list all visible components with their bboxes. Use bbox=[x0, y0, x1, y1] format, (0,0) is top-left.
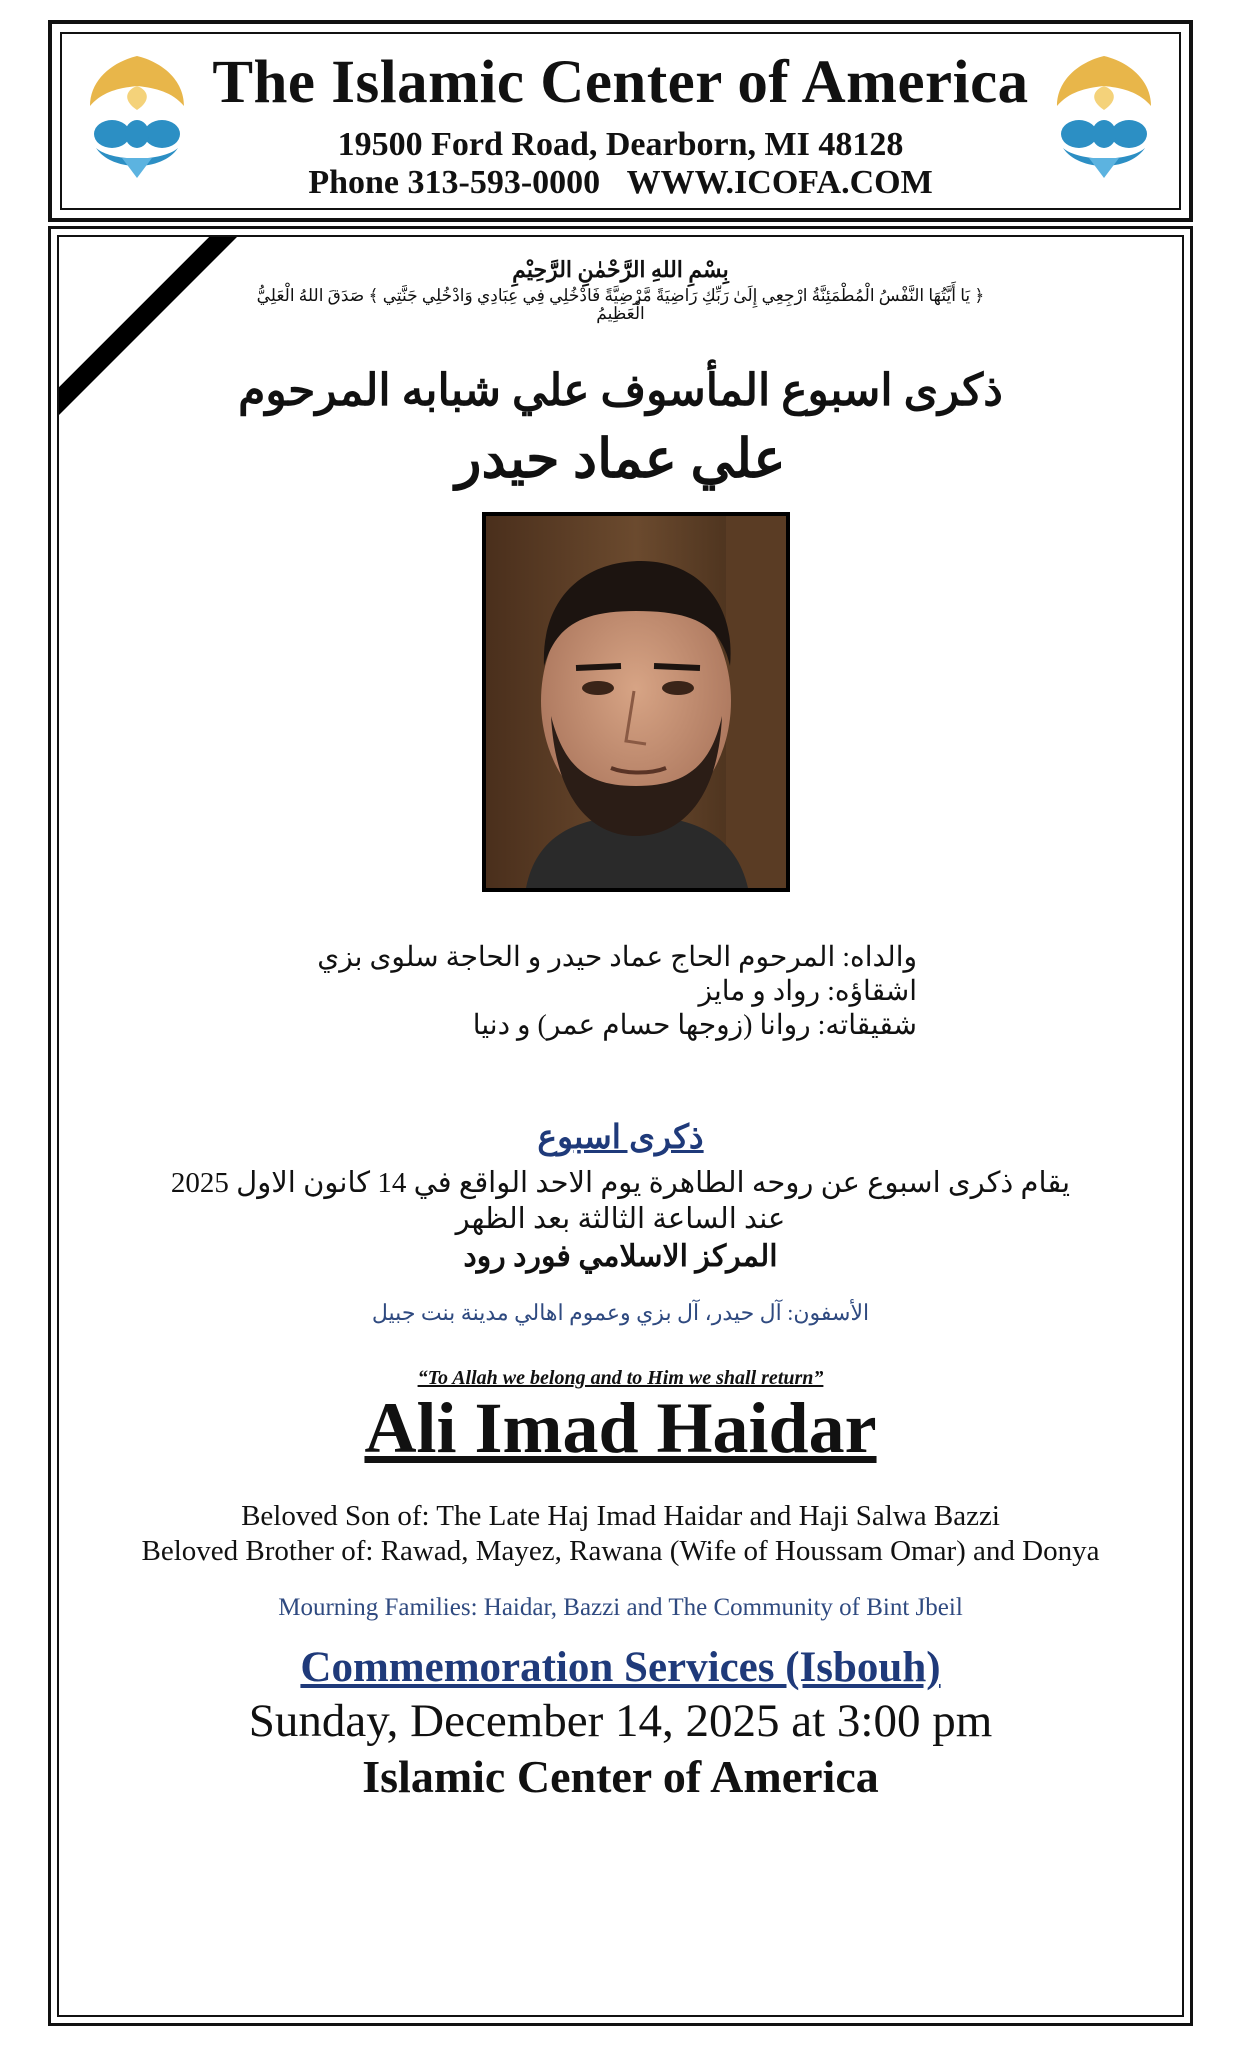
arabic-parents: والداه: المرحوم الحاج عماد حيدر و الحاجة سلوى بزي bbox=[317, 942, 917, 973]
arabic-sisters: شقيقاته: روانا (زوجها حسام عمر) و دنيا bbox=[472, 1010, 917, 1041]
arabic-service-place: المركز الاسلامي فورد رود bbox=[463, 1240, 778, 1273]
arabic-brothers: اشقاؤه: رواد و مايز bbox=[698, 976, 917, 1007]
arabic-title: ذكرى اسبوع المأسوف علي شبابه المرحوم bbox=[238, 366, 1003, 415]
center-phone: Phone 313-593-0000 bbox=[308, 164, 601, 201]
arabic-service-line1: يقام ذكرى اسبوع عن روحه الطاهرة يوم الاحد الواقع في 14 كانون الاول 2025 bbox=[170, 1167, 1071, 1199]
english-quote: “To Allah we belong and to Him we shall return” bbox=[417, 1367, 824, 1389]
arabic-mourners: الأسفون: آل حيدر، آل بزي وعموم اهالي مدينة بنت جبيل bbox=[371, 1300, 870, 1325]
english-name: Ali Imad Haidar bbox=[364, 1388, 877, 1468]
arabic-service-title: ذكرى اسبوع bbox=[537, 1120, 704, 1156]
center-address: 19500 Ford Road, Dearborn, MI 48128 bbox=[337, 126, 904, 163]
header-inner-border bbox=[60, 32, 1181, 210]
quran-verse: ﴿ يَا أَيَّتُهَا النَّفْسُ الْمُطْمَئِنَّةُ ارْجِعِي إِلَىٰ رَبِّكِ رَاضِيَةً مَّرْضِيَّةً فَادْخُلِي فِي عِبَادِي وَادْخُلِي جَنَّتِي ﴾ صَدَقَ اللهُ الْعَلِيُّ الْعَظِيمُ bbox=[256, 286, 985, 323]
center-name: The Islamic Center of America bbox=[212, 49, 1029, 116]
obituary-frame bbox=[48, 226, 1193, 2026]
header-banner bbox=[48, 20, 1193, 222]
english-service-date: Sunday, December 14, 2025 at 3:00 pm bbox=[248, 1695, 993, 1747]
islamic-center-logo-right bbox=[1049, 52, 1159, 192]
deceased-photo bbox=[482, 512, 790, 892]
arabic-service-line2: عند الساعة الثالثة بعد الظهر bbox=[455, 1203, 786, 1235]
center-contact bbox=[62, 164, 1179, 202]
english-service-venue: Islamic Center of America bbox=[362, 1751, 879, 1802]
english-son-of: Beloved Son of: The Late Haj Imad Haidar and Haji Salwa Bazzi bbox=[241, 1500, 1000, 1532]
center-website: WWW.ICOFA.COM bbox=[626, 164, 933, 201]
english-service-title: Commemoration Services (Isbouh) bbox=[300, 1644, 941, 1691]
basmala: بِسْمِ اللهِ الرَّحْمٰنِ الرَّحِيْمِ bbox=[512, 257, 729, 282]
english-mourning-families: Mourning Families: Haidar, Bazzi and The Community of Bint Jbeil bbox=[278, 1594, 963, 1621]
portrait-illustration bbox=[486, 516, 786, 888]
english-brother-of: Beloved Brother of: Rawad, Mayez, Rawana (Wife of Houssam Omar) and Donya bbox=[141, 1535, 1100, 1567]
obituary-inner-border bbox=[57, 235, 1184, 2017]
arabic-name: علي عماد حيدر bbox=[455, 429, 786, 489]
